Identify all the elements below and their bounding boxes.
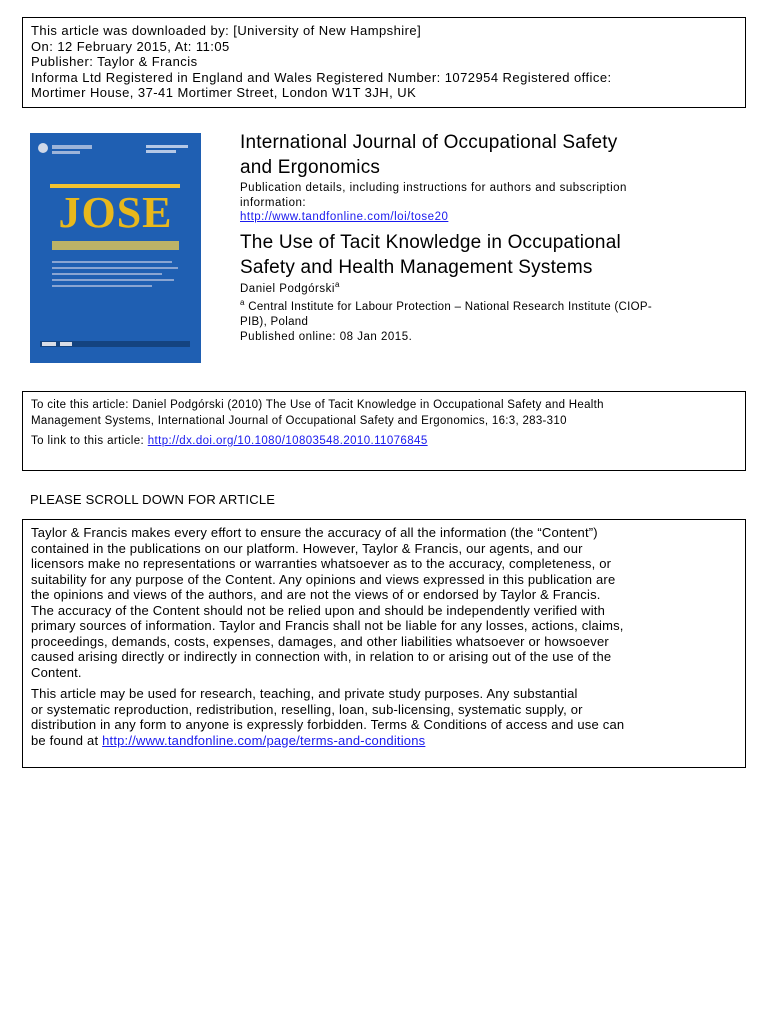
cover-subtitle-band (52, 241, 179, 250)
disclaimer-paragraph (31, 525, 737, 680)
cover-fine-print (52, 267, 178, 269)
usage-line: This article may be used for research, teaching, and private study purposes. Any substantial (31, 686, 578, 701)
publisher-seal-icon (38, 143, 48, 153)
download-notice-line: Publisher: Taylor & Francis (31, 54, 198, 69)
journal-url-link[interactable]: http://www.tandfonline.com/loi/tose20 (240, 211, 449, 223)
cover-volume-text (146, 145, 188, 148)
terms-conditions-link[interactable]: http://www.tandfonline.com/page/terms-and-conditions (102, 732, 426, 748)
citation-text (31, 398, 737, 429)
publication-details (240, 181, 740, 225)
disclaimer-line: contained in the publications on our platform. However, Taylor & Francis, our agents, and our (31, 540, 583, 556)
disclaimer-line: Content. (31, 664, 82, 680)
cover-publisher-text (52, 151, 80, 154)
journal-title (240, 130, 740, 180)
download-notice-box (22, 17, 746, 108)
cover-logo-icon (60, 342, 72, 346)
published-date: Published online: 08 Jan 2015. (240, 331, 413, 343)
doi-link[interactable]: http://dx.doi.org/10.1080/10803548.2010.11076845 (147, 435, 428, 447)
usage-line: or systematic reproduction, redistribution, reselling, loan, sub-licensing, systematic supply, or (31, 701, 583, 717)
cover-fine-print (52, 261, 172, 263)
terms-box (22, 519, 746, 768)
disclaimer-line: caused arising directly or indirectly in connection with, in relation to or arising out of the use of the (31, 649, 612, 664)
author (240, 279, 740, 297)
citation-box (22, 391, 746, 471)
disclaimer-line: proceedings, demands, costs, expenses, damages, and other liabilities whatsoever or howsoever (31, 633, 609, 649)
usage-line (31, 733, 737, 749)
affiliation (240, 300, 740, 329)
download-notice-line: Mortimer House, 37-41 Mortimer Street, London W1T 3JH, UK (31, 85, 417, 100)
publication-details-line: Publication details, including instructions for authors and subscription (240, 182, 627, 194)
article-title-line: Safety and Health Management Systems (240, 256, 593, 278)
disclaimer-line: suitability for any purpose of the Content. Any opinions and views expressed in this publication are (31, 571, 616, 587)
article-link-row (31, 434, 737, 449)
article-link-label: To link to this article: (31, 435, 148, 447)
disclaimer-line: Taylor & Francis makes every effort to ensure the accuracy of all the information (the “Content”) (31, 525, 598, 540)
journal-cover-image (30, 133, 201, 363)
disclaimer-line: the opinions and views of the authors, and are not the views of or endorsed by Taylor & Francis. (31, 587, 601, 602)
article-title-line: The Use of Tacit Knowledge in Occupational (240, 231, 621, 253)
journal-title-line: and Ergonomics (240, 157, 381, 178)
article-metadata (240, 130, 740, 345)
cover-volume-text (146, 150, 176, 153)
disclaimer-line: licensors make no representations or warranties whatsoever as to the accuracy, completeness, or (31, 556, 612, 571)
citation-line: To cite this article: Daniel Podgórski (2010) The Use of Tacit Knowledge in Occupational Safety and Health (31, 399, 604, 411)
author-name: Daniel Podgórski (240, 282, 335, 295)
usage-paragraph (31, 686, 737, 748)
cover-fine-print (52, 273, 162, 275)
affiliation-line: PIB), Poland (240, 315, 309, 328)
download-notice-line: Informa Ltd Registered in England and Wales Registered Number: 1072954 Registered office: (31, 69, 612, 85)
usage-line-prefix: be found at (31, 732, 103, 748)
download-notice-line: On: 12 February 2015, At: 11:05 (31, 38, 230, 54)
affiliation-marker: a (240, 298, 245, 308)
usage-line: distribution in any form to anyone is expressly forbidden. Terms & Conditions of access and use can (31, 717, 625, 732)
cover-logo-icon (42, 342, 56, 346)
cover-publisher-text (52, 145, 92, 149)
article-title (240, 230, 740, 280)
cover-title: JOSE (58, 188, 173, 237)
journal-title-line: International Journal of Occupational Safety (240, 132, 618, 153)
affiliation-line: Central Institute for Labour Protection – National Research Institute (CIOP- (244, 301, 653, 313)
cover-fine-print (52, 285, 152, 287)
author-affiliation-marker: a (334, 279, 340, 289)
disclaimer-line: primary sources of information. Taylor and Francis shall not be liable for any losses, actions, claims, (31, 618, 624, 633)
download-notice-line: This article was downloaded by: [University of New Hampshire] (31, 23, 422, 38)
disclaimer-line: The accuracy of the Content should not be relied upon and should be independently verified with (31, 602, 606, 618)
scroll-notice: PLEASE SCROLL DOWN FOR ARTICLE (30, 492, 276, 507)
cover-fine-print (52, 279, 174, 281)
citation-line: Management Systems, International Journal of Occupational Safety and Ergonomics, 16:3, 283-310 (31, 414, 567, 427)
publication-details-line: information: (240, 196, 307, 209)
